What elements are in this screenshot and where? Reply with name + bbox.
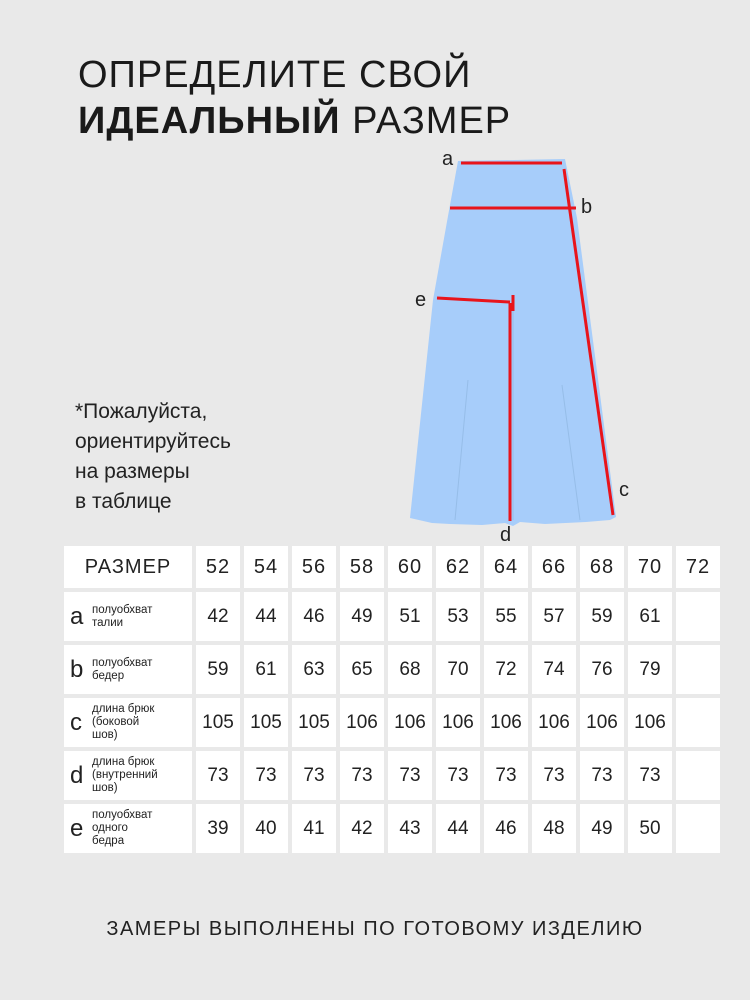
table-cell: 40 <box>244 804 288 853</box>
table-cell: 49 <box>580 804 624 853</box>
table-cell: 106 <box>340 698 384 747</box>
row-description-line: длина брюк <box>92 703 155 715</box>
row-description-line: одного <box>92 822 128 834</box>
table-cell: 106 <box>580 698 624 747</box>
size-table <box>64 546 720 853</box>
sizing-note <box>75 397 231 517</box>
note-line: *Пожалуйста, <box>75 400 208 423</box>
label-d: d <box>500 524 512 546</box>
table-cell: 42 <box>340 804 384 853</box>
row-letter: b <box>70 655 84 683</box>
table-cell: 44 <box>244 592 288 641</box>
table-cell: 73 <box>484 751 528 800</box>
table-cell: 73 <box>340 751 384 800</box>
size-header-cell: 62 <box>436 546 480 588</box>
table-cell: 73 <box>436 751 480 800</box>
table-cell: 106 <box>388 698 432 747</box>
size-header-cell: 54 <box>244 546 288 588</box>
title-bold-word: ИДЕАЛЬНЫЙ <box>78 100 341 142</box>
table-cell: 57 <box>532 592 576 641</box>
footer-note: ЗАМЕРЫ ВЫПОЛНЕНЫ ПО ГОТОВОМУ ИЗДЕЛИЮ <box>106 918 644 940</box>
size-header-cell: 72 <box>676 546 720 588</box>
row-letter: e <box>70 814 84 842</box>
table-cell: 73 <box>388 751 432 800</box>
row-description-line: длина брюк <box>92 756 155 768</box>
table-cell: 39 <box>196 804 240 853</box>
table-cell: 73 <box>580 751 624 800</box>
row-description-line: талии <box>92 616 124 629</box>
table-cell: 55 <box>484 592 528 641</box>
row-description-line: полуобхват <box>92 809 153 821</box>
table-cell <box>676 804 720 853</box>
table-cell: 53 <box>436 592 480 641</box>
row-description-line: полуобхват <box>92 656 153 669</box>
table-cell: 51 <box>388 592 432 641</box>
table-cell <box>676 645 720 694</box>
row-description-line: (боковой <box>92 716 140 728</box>
table-cell: 76 <box>580 645 624 694</box>
table-cell: 68 <box>388 645 432 694</box>
note-line: на размеры <box>75 460 190 483</box>
table-cell: 79 <box>628 645 672 694</box>
row-description-line: шов) <box>92 729 118 741</box>
row-description <box>92 809 152 848</box>
table-cell: 105 <box>196 698 240 747</box>
row-header-d <box>64 751 192 800</box>
table-cell: 105 <box>244 698 288 747</box>
note-line: в таблице <box>75 490 172 513</box>
label-e: e <box>415 289 427 311</box>
table-cell <box>676 698 720 747</box>
row-header-c <box>64 698 192 747</box>
size-header-cell: 52 <box>196 546 240 588</box>
table-cell: 63 <box>292 645 336 694</box>
label-c: c <box>619 479 629 501</box>
size-header-cell: 56 <box>292 546 336 588</box>
row-letter: c <box>70 708 82 736</box>
table-cell: 48 <box>532 804 576 853</box>
row-header-e <box>64 804 192 853</box>
table-cell: 106 <box>436 698 480 747</box>
table-cell: 70 <box>436 645 480 694</box>
table-cell: 43 <box>388 804 432 853</box>
table-cell: 42 <box>196 592 240 641</box>
label-b: b <box>581 196 593 218</box>
table-cell <box>676 751 720 800</box>
table-cell: 73 <box>196 751 240 800</box>
table-cell: 59 <box>196 645 240 694</box>
table-cell: 105 <box>292 698 336 747</box>
size-header-cell: 66 <box>532 546 576 588</box>
table-cell: 59 <box>580 592 624 641</box>
table-cell: 106 <box>532 698 576 747</box>
table-cell: 73 <box>292 751 336 800</box>
label-a: a <box>442 148 454 170</box>
row-description-line: бедра <box>92 835 125 847</box>
table-cell: 106 <box>484 698 528 747</box>
row-description <box>92 703 154 742</box>
table-cell: 74 <box>532 645 576 694</box>
note-line: ориентируйтесь <box>75 430 231 453</box>
row-description-line: (внутренний <box>92 769 158 781</box>
table-cell: 41 <box>292 804 336 853</box>
size-header-cell: 70 <box>628 546 672 588</box>
row-description-line: полуобхват <box>92 603 153 616</box>
size-header-cell: 68 <box>580 546 624 588</box>
row-description-line: бедер <box>92 669 125 682</box>
table-cell: 46 <box>292 592 336 641</box>
row-header-a <box>64 592 192 641</box>
table-cell: 106 <box>628 698 672 747</box>
table-cell: 72 <box>484 645 528 694</box>
table-cell: 73 <box>532 751 576 800</box>
row-letter: a <box>70 602 84 630</box>
table-cell <box>676 592 720 641</box>
table-cell: 50 <box>628 804 672 853</box>
table-cell: 73 <box>628 751 672 800</box>
table-cell: 73 <box>244 751 288 800</box>
size-header-cell: 58 <box>340 546 384 588</box>
row-description <box>92 756 158 795</box>
title-rest-word: РАЗМЕР <box>340 100 512 142</box>
table-cell: 46 <box>484 804 528 853</box>
table-cell: 61 <box>628 592 672 641</box>
table-cell: 65 <box>340 645 384 694</box>
table-cell: 49 <box>340 592 384 641</box>
size-header-cell: 64 <box>484 546 528 588</box>
row-letter: d <box>70 761 84 789</box>
row-header-b <box>64 645 192 694</box>
row-description <box>92 604 152 630</box>
row-description-line: шов) <box>92 782 118 794</box>
row-description <box>92 657 152 683</box>
title-line-1: ОПРЕДЕЛИТЕ СВОЙ <box>78 54 472 96</box>
size-header-cell: 60 <box>388 546 432 588</box>
table-cell: 44 <box>436 804 480 853</box>
table-header-label: РАЗМЕР <box>64 546 192 588</box>
table-cell: 61 <box>244 645 288 694</box>
